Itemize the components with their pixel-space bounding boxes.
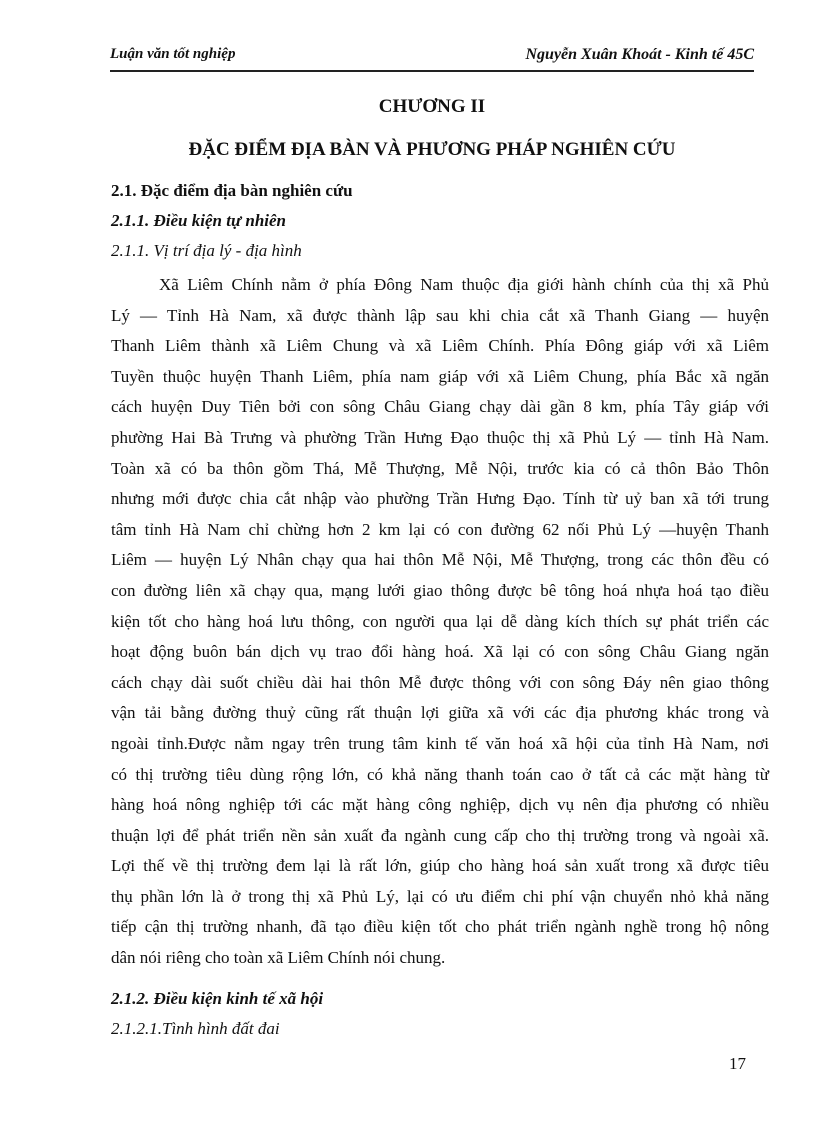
paragraph-line: dân nói riêng cho toàn xã Liêm Chính nói chung. <box>111 948 446 968</box>
paragraph-line: thuận lợi để phát triển nền sản xuất đa ngành cung cấp cho thị trường trong và ngoài xã. <box>111 825 769 845</box>
paragraph-line: Toàn xã có ba thôn gồm Thá, Mễ Thượng, Mễ Nội, trước kia có cả thôn Bảo Thôn <box>111 458 769 478</box>
paragraph-line: phường Hai Bà Trưng và phường Trần Hưng Đạo thuộc thị xã Phủ Lý — tỉnh Hà Nam. <box>111 427 769 447</box>
paragraph-line: tâm tỉnh Hà Nam chỉ chừng hơn 2 km lại có con đường 62 nối Phủ Lý —huyện Thanh <box>111 519 769 539</box>
subsection-heading-land: 2.1.2.1.Tình hình đất đai <box>111 1019 280 1038</box>
paragraph-line: Lợi thế về thị trường đem lại là rất lớn, giúp cho hàng hoá sản xuất trong xã được tiêu <box>111 856 769 876</box>
paragraph-line: nhưng mới được chia cắt nhập vào phường Trần Hưng Đạo. Tính từ uỷ ban xã tới trung <box>111 489 769 509</box>
paragraph-line: tiếp cận thị trường nhanh, đã tạo điều kiện tốt cho phát triển ngành nghề trong hộ nông <box>111 917 769 937</box>
section-heading-2-1-1: 2.1.1. Điều kiện tự nhiên <box>111 211 287 230</box>
page-header <box>110 42 754 72</box>
chapter-number: CHƯƠNG II <box>378 96 486 117</box>
paragraph-line: thụ phần lớn là ở trong thị xã Phủ Lý, lại có ưu điểm chi phí vận chuyển nhỏ khả năng <box>111 886 769 906</box>
paragraph-line: vận tải bằng đường thuỷ cũng rất thuận lợi giữa xã với các địa phương khác trong và <box>111 703 769 723</box>
section-heading-2-1-2: 2.1.2. Điều kiện kinh tế xã hội <box>111 989 324 1008</box>
subsection-heading-location: 2.1.1. Vị trí địa lý - địa hình <box>111 241 302 260</box>
header-thesis-label: Luận văn tốt nghiệp <box>110 46 236 62</box>
paragraph-line: ngoài tỉnh.Được nằm ngay trên trung tâm kinh tế văn hoá xã hội của tỉnh Hà Nam, nơi <box>111 733 769 753</box>
paragraph-line: có thị trường tiêu dùng rộng lớn, có khả năng thanh toán cao ở tất cả các mặt hàng từ <box>111 764 769 784</box>
paragraph-line: hàng hoá nông nghiệp tới các mặt hàng công nghiệp, dịch vụ nên địa phương có nhiều <box>111 795 769 815</box>
paragraph-line: hoạt động buôn bán dịch vụ trao đổi hàng hoá. Xã lại có con sông Châu Giang ngăn <box>111 642 769 662</box>
body-paragraph <box>111 270 769 974</box>
header-divider <box>110 70 754 72</box>
page-number: 17 <box>729 1054 746 1073</box>
paragraph-line: Xã Liêm Chính nằm ở phía Đông Nam thuộc địa giới hành chính của thị xã Phủ <box>159 275 769 294</box>
paragraph-line: Tuyền thuộc huyện Thanh Liêm, phía nam giáp với xã Liêm Chung, phía Bắc xã ngăn <box>111 366 769 386</box>
header-author-label: Nguyễn Xuân Khoát - Kinh tế 45C <box>525 46 754 63</box>
paragraph-line: con đường liên xã chạy qua, mạng lưới giao thông được bê tông hoá nhựa hoá tạo điều <box>111 580 769 600</box>
paragraph-line: Liêm — huyện Lý Nhân chạy qua hai thôn Mễ Nội, Mễ Thượng, trong các thôn đều có <box>111 550 769 570</box>
paragraph-line: Lý — Tỉnh Hà Nam, xã được thành lập sau khi chia cắt xã Thanh Giang — huyện <box>111 305 769 325</box>
paragraph-line: Thanh Liêm thành xã Liêm Chung và xã Liêm Chính. Phía Đông giáp với xã Liêm <box>111 336 769 356</box>
chapter-title: ĐẶC ĐIỂM ĐỊA BÀN VÀ PHƯƠNG PHÁP NGHIÊN CỨU <box>188 139 676 160</box>
paragraph-line: cách chạy dài suốt chiều dài hai thôn Mễ được thông với con sông Đáy nên giao thông <box>111 672 769 692</box>
paragraph-line: cách huyện Duy Tiên bởi con sông Châu Giang chạy dài gần 8 km, phía Tây giáp với <box>111 397 769 417</box>
paragraph-line: kiện tốt cho hàng hoá lưu thông, con người qua lại dễ dàng kích thích sự phát triển các <box>111 611 769 631</box>
section-heading-2-1: 2.1. Đặc điểm địa bàn nghiên cứu <box>111 181 353 200</box>
